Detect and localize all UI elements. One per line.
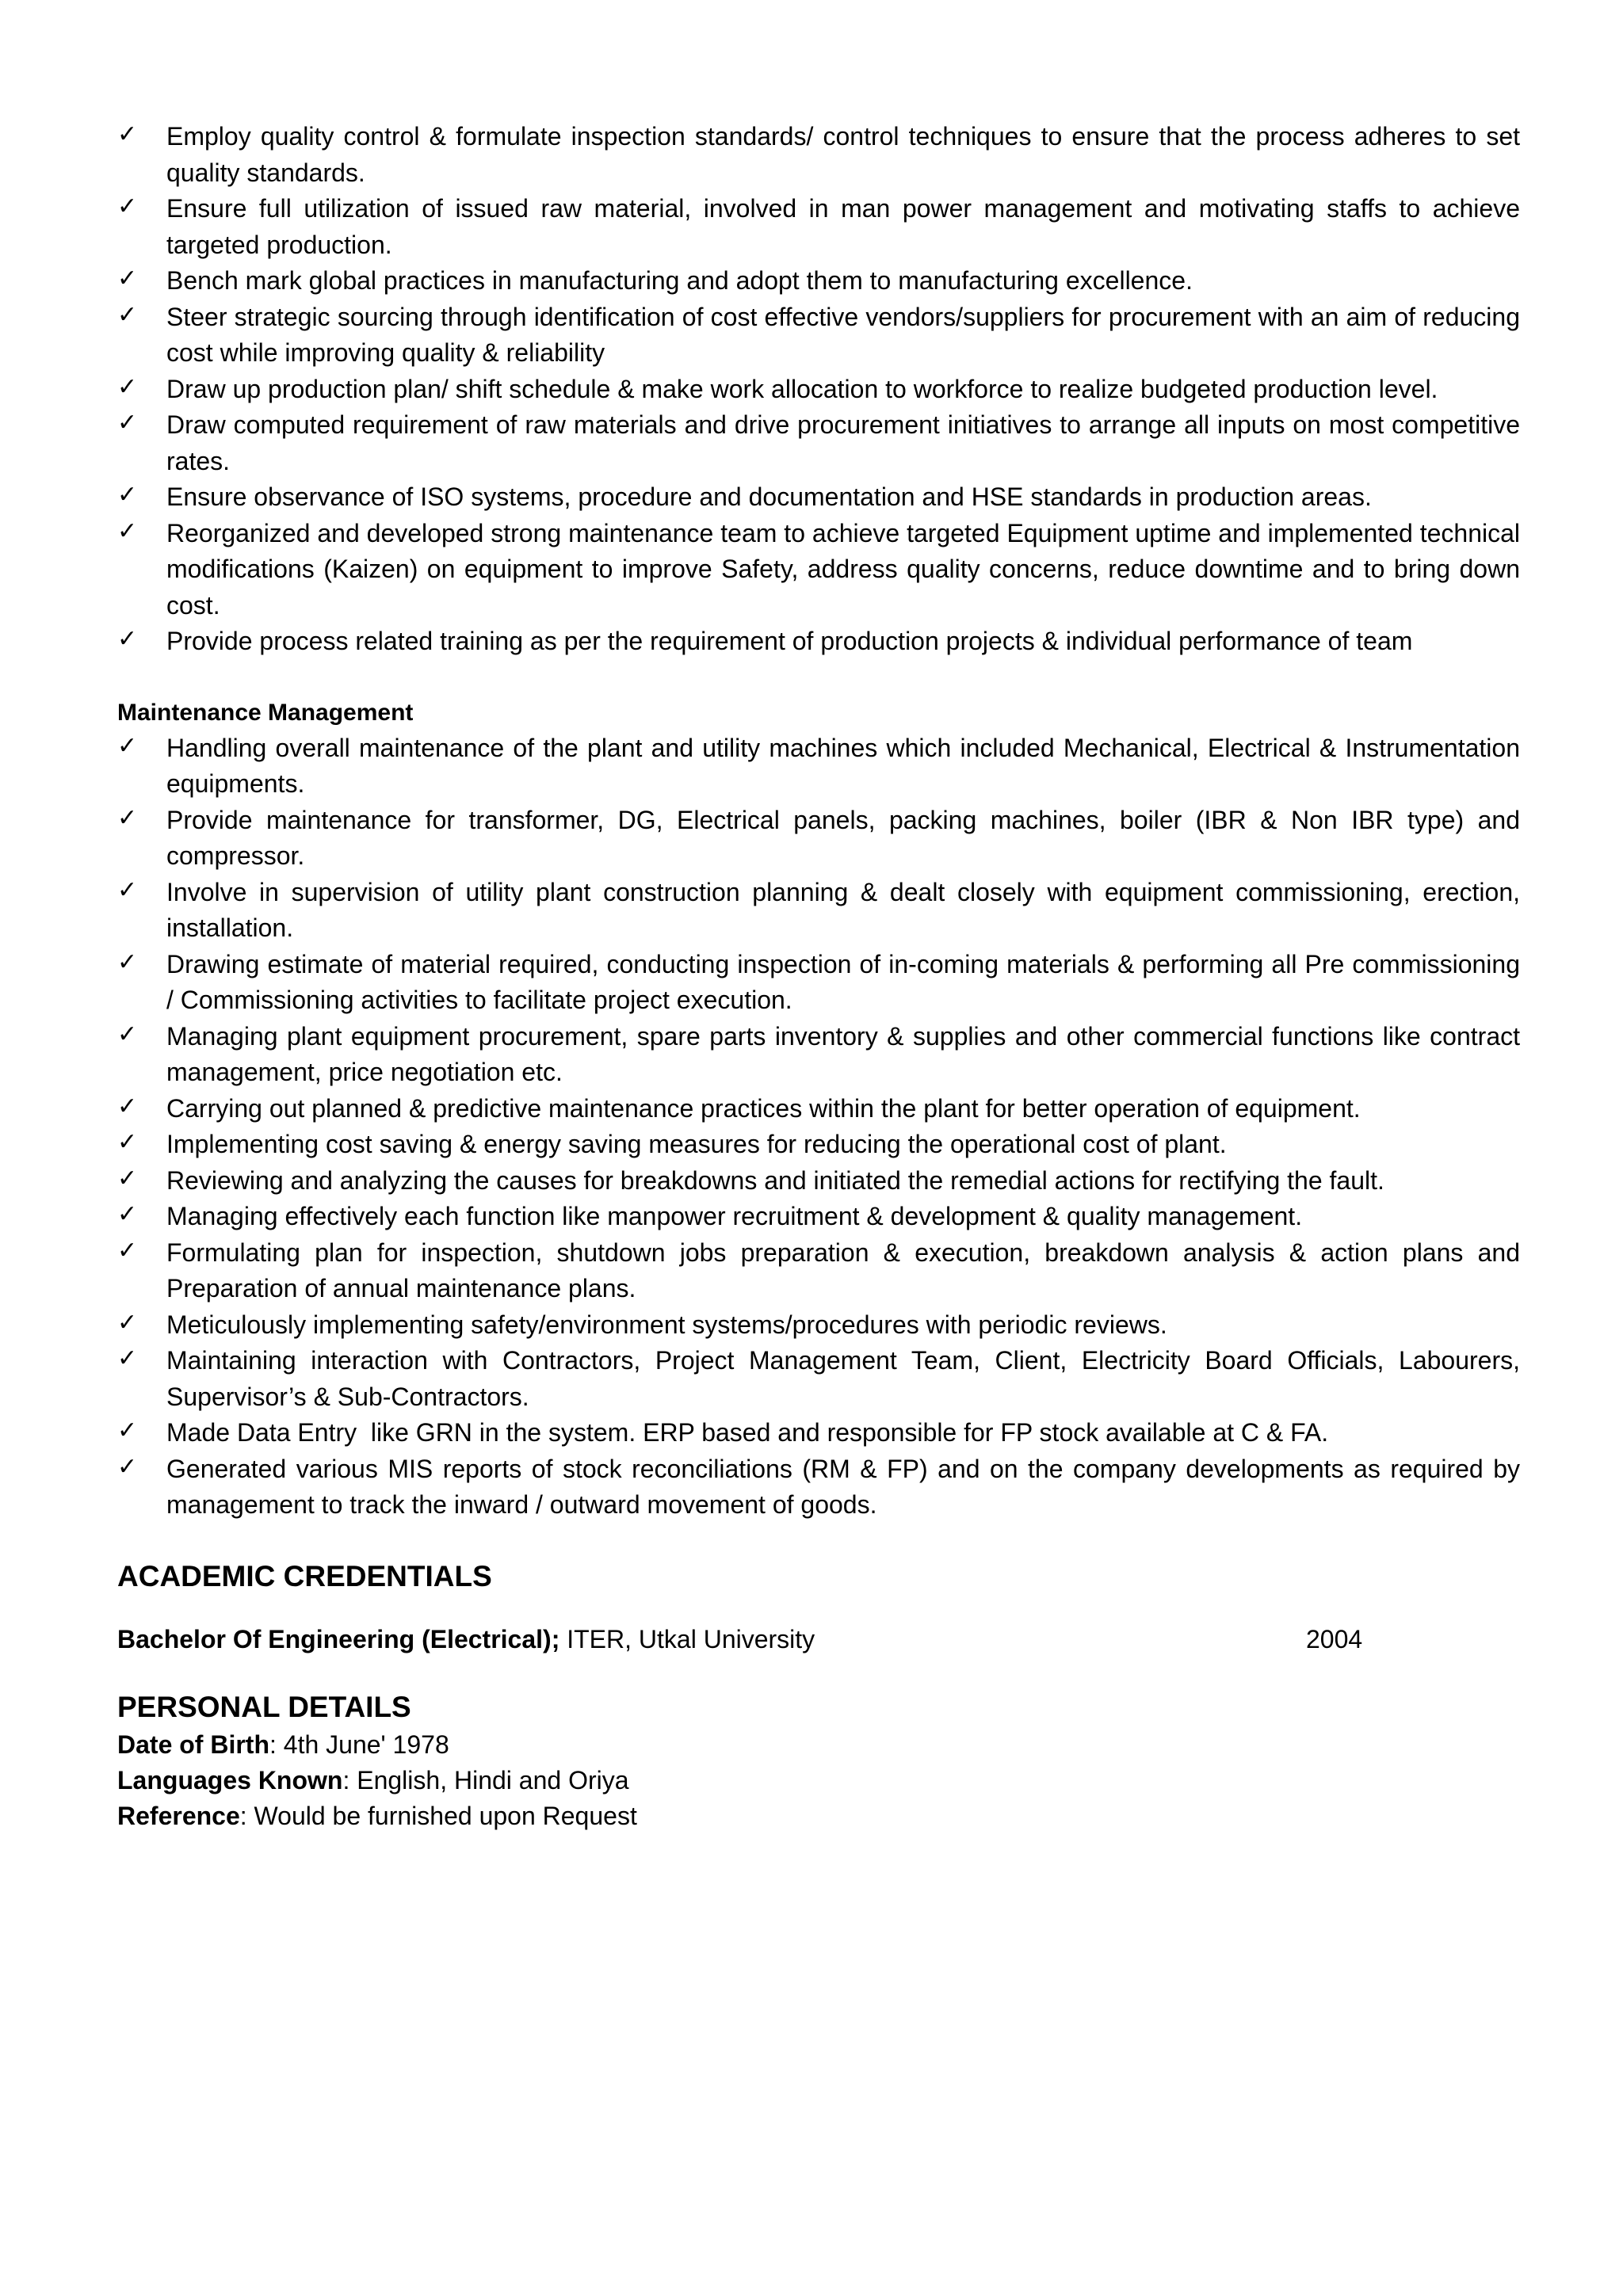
checkmark-icon: ✓ (117, 731, 138, 760)
list-item (117, 372, 1520, 408)
checkmark-icon: ✓ (117, 1128, 138, 1156)
institution: ITER, Utkal University (559, 1624, 815, 1653)
bullet-text: Employ quality control & formulate inspection standards/ control techniques to ensure that the process adheres to set quality standards. (166, 122, 1520, 187)
list-item (117, 1415, 1520, 1451)
dob-label: Date of Birth (117, 1730, 269, 1759)
checkmark-icon: ✓ (117, 875, 138, 904)
list-item (117, 1019, 1520, 1091)
bullet-text: Ensure observance of ISO systems, procedure and documentation and HSE standards in production areas. (166, 482, 1372, 511)
languages-row (117, 1763, 1520, 1798)
bullet-text: Draw up production plan/ shift schedule & make work allocation to workforce to realize budgeted production level. (166, 374, 1438, 403)
checkmark-icon: ✓ (117, 193, 138, 220)
checkmark-icon: ✓ (117, 300, 138, 329)
bullet-text: Managing effectively each function like manpower recruitment & development & quality management. (166, 1202, 1303, 1230)
list-item (117, 1451, 1520, 1524)
bullet-text: Reviewing and analyzing the causes for breakdowns and initiated the remedial actions for rectifying the fault. (166, 1165, 1384, 1195)
checkmark-icon: ✓ (117, 1020, 138, 1048)
checkmark-icon: ✓ (117, 803, 138, 832)
reference-row (117, 1798, 1520, 1834)
bullet-text: Drawing estimate of material required, conducting inspection of in-coming materials & performing all Pre commissioning / Commissioning activities to facilitate project execution. (166, 949, 1520, 1014)
bullet-text: Managing plant equipment procurement, spare parts inventory & supplies and other commercial functions like contract management, price negotiation etc. (166, 1021, 1520, 1086)
bullet-text: Maintaining interaction with Contractors, Project Management Team, Client, Electricity Board Officials, Labourers, Supervisor’s & Sub-Contractors. (166, 1346, 1520, 1411)
checkmark-icon: ✓ (117, 1452, 138, 1481)
personal-details-heading: PERSONAL DETAILS (117, 1690, 411, 1723)
checkmark-icon: ✓ (117, 120, 138, 148)
checkmark-icon: ✓ (117, 1200, 138, 1228)
list-item (117, 263, 1520, 299)
list-item (117, 803, 1520, 875)
maintenance-bullet-list (117, 730, 1520, 1524)
bullet-text: Provide process related training as per the requirement of production projects & individual performance of team (166, 627, 1413, 655)
bullet-text: Bench mark global practices in manufacturing and adopt them to manufacturing excellence. (166, 266, 1193, 295)
list-item (117, 1343, 1520, 1415)
bullet-text: Draw computed requirement of raw materials and drive procurement initiatives to arrange all inputs on most competitive rates. (166, 410, 1520, 475)
checkmark-icon: ✓ (117, 1344, 138, 1372)
checkmark-icon: ✓ (117, 517, 138, 545)
production-bullet-list (117, 119, 1520, 660)
list-item (117, 191, 1520, 263)
checkmark-icon: ✓ (117, 1417, 138, 1444)
list-item (117, 299, 1520, 372)
checkmark-icon: ✓ (117, 948, 138, 976)
checkmark-icon: ✓ (117, 372, 138, 401)
bullet-text: Generated various MIS reports of stock reconciliations (RM & FP) and on the company developments as required by management to track the inward / outward movement of goods. (166, 1454, 1520, 1519)
graduation-year: 2004 (1306, 1624, 1363, 1653)
list-item (117, 947, 1520, 1019)
bullet-text: Steer strategic sourcing through identification of cost effective vendors/suppliers for procurement with an aim of reducing cost while improving quality & reliability (166, 302, 1520, 367)
list-item (117, 407, 1520, 479)
dob-value: : 4th June' 1978 (269, 1730, 449, 1759)
reference-label: Reference (117, 1801, 240, 1830)
bullet-text: Reorganized and developed strong maintenance team to achieve targeted Equipment uptime and implemented technical modifications (Kaizen) on equipment to improve Safety, address quality concerns, reduce downtime and to bring down cost. (166, 518, 1520, 620)
bullet-text: Handling overall maintenance of the plant and utility machines which included Mechanical, Electrical & Instrumentation equipments. (166, 733, 1520, 798)
checkmark-icon: ✓ (117, 1236, 138, 1264)
degree-row (117, 1622, 1520, 1657)
bullet-text: Carrying out planned & predictive maintenance practices within the plant for better operation of equipment. (166, 1093, 1361, 1123)
list-item (117, 1307, 1520, 1344)
list-item (117, 479, 1520, 516)
bullet-text: Meticulously implementing safety/environment systems/procedures with periodic reviews. (166, 1310, 1167, 1339)
reference-value: : Would be furnished upon Request (239, 1801, 637, 1830)
checkmark-icon: ✓ (117, 1092, 138, 1120)
bullet-text: Involve in supervision of utility plant construction planning & dealt closely with equipment commissioning, erection, installation. (166, 877, 1520, 942)
checkmark-icon: ✓ (117, 1164, 138, 1192)
list-item (117, 1199, 1520, 1235)
list-item (117, 624, 1520, 660)
bullet-text: Implementing cost saving & energy saving measures for reducing the operational cost of plant. (166, 1130, 1227, 1158)
bullet-text: Made Data Entry like GRN in the system. ERP based and responsible for FP stock available at C & FA. (166, 1418, 1329, 1447)
bullet-text: Provide maintenance for transformer, DG, Electrical panels, packing machines, boiler (IBR & Non IBR type) and compressor. (166, 805, 1520, 870)
list-item (117, 730, 1520, 803)
checkmark-icon: ✓ (117, 1308, 138, 1337)
maintenance-heading: Maintenance Management (117, 699, 414, 726)
list-item (117, 1091, 1520, 1127)
list-item (117, 1235, 1520, 1307)
checkmark-icon: ✓ (117, 481, 138, 509)
list-item (117, 1163, 1520, 1199)
list-item (117, 875, 1520, 947)
bullet-text: Ensure full utilization of issued raw material, involved in man power management and motivating staffs to achieve targeted production. (166, 194, 1520, 259)
list-item (117, 516, 1520, 624)
list-item (117, 1127, 1520, 1163)
degree-title: Bachelor Of Engineering (Electrical); (117, 1624, 560, 1653)
languages-label: Languages Known (117, 1765, 343, 1794)
checkmark-icon: ✓ (117, 409, 138, 437)
checkmark-icon: ✓ (117, 625, 138, 653)
languages-value: : English, Hindi and Oriya (342, 1765, 629, 1794)
bullet-text: Formulating plan for inspection, shutdown jobs preparation & execution, breakdown analysis & action plans and Preparation of annual maintenance plans. (166, 1238, 1520, 1302)
resume-page (117, 119, 1520, 1834)
academic-credentials-heading: ACADEMIC CREDENTIALS (117, 1559, 492, 1592)
dob-row (117, 1727, 1520, 1763)
checkmark-icon: ✓ (117, 265, 138, 292)
list-item (117, 119, 1520, 191)
